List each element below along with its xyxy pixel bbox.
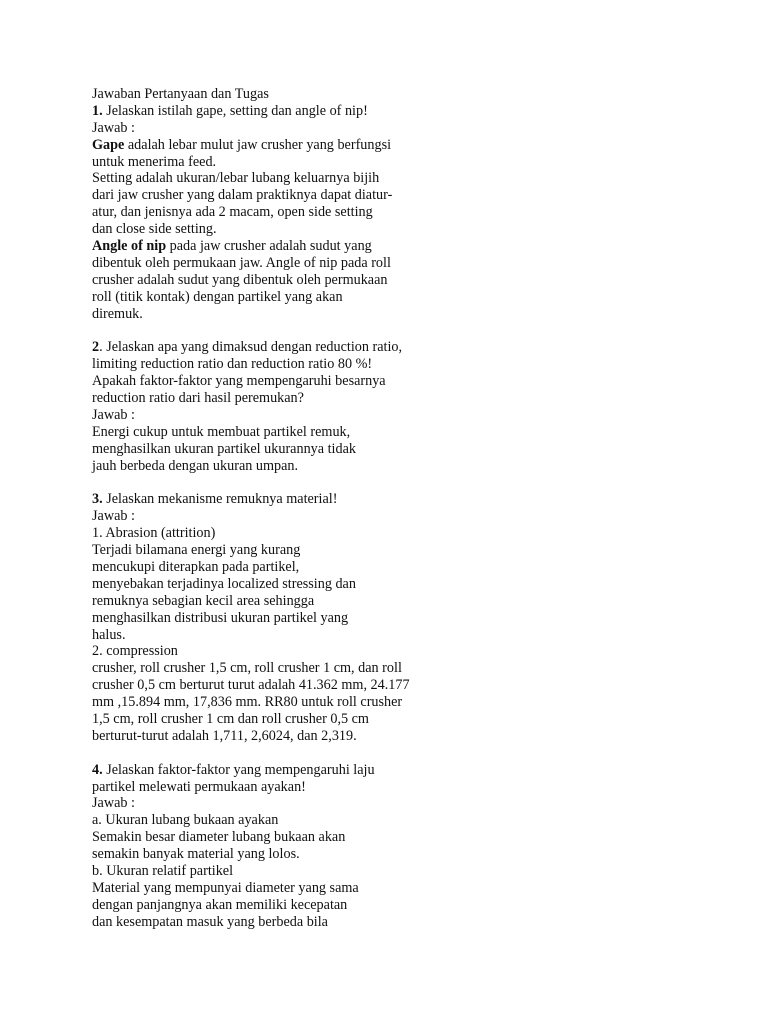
answer-label: Jawab : <box>92 795 135 812</box>
paragraph-line: 1,5 cm, roll crusher 1 cm dan roll crusher 0,5 cm <box>92 710 369 727</box>
question-text: reduction ratio dari hasil peremukan? <box>92 390 304 407</box>
question-2 <box>92 339 732 356</box>
paragraph-line: dan close side setting. <box>92 221 217 238</box>
document-title: Jawaban Pertanyaan dan Tugas <box>92 86 269 102</box>
paragraph-line: Setting adalah ukuran/lebar lubang keluarnya bijih <box>92 170 380 187</box>
question-text: Jelaskan mekanisme remuknya material! <box>102 491 338 508</box>
question-text: partikel melewati permukaan ayakan! <box>92 778 306 795</box>
paragraph-line: 2. compression <box>92 643 178 660</box>
question-text: Jelaskan istilah gape, setting dan angle of nip! <box>102 102 368 119</box>
term-gape: Gape <box>92 136 125 153</box>
question-1 <box>92 103 732 120</box>
paragraph-line: Gape adalah lebar mulut jaw crusher yang berfungsi <box>92 136 392 153</box>
paragraph-line: Energi cukup untuk membuat partikel remuk, <box>92 423 351 440</box>
question-number: 2 <box>92 339 100 356</box>
paragraph-line: diremuk. <box>92 305 143 322</box>
paragraph-line: Angle of nip pada jaw crusher adalah sudut yang <box>92 238 372 255</box>
paragraph-line: semakin banyak material yang lolos. <box>92 846 300 863</box>
paragraph-line: remuknya sebagian kecil area sehingga <box>92 592 315 609</box>
paragraph-line: menghasilkan ukuran partikel ukurannya tidak <box>92 440 356 457</box>
paragraph-line: 1. Abrasion (attrition) <box>92 525 216 542</box>
question-text: . Jelaskan apa yang dimaksud dengan reduction ratio, <box>99 339 403 356</box>
question-text: Apakah faktor-faktor yang mempengaruhi besarnya <box>92 373 386 390</box>
paragraph-line: b. Ukuran relatif partikel <box>92 862 234 879</box>
paragraph-line: menyebakan terjadinya localized stressing dan <box>92 575 356 592</box>
term-angle-of-nip: Angle of nip <box>92 238 167 255</box>
paragraph-line: halus. <box>92 626 126 643</box>
paragraph-line: dengan panjangnya akan memiliki kecepatan <box>92 896 348 913</box>
paragraph-line: dan kesempatan masuk yang berbeda bila <box>92 913 328 930</box>
question-4 <box>92 762 732 779</box>
paragraph-line: crusher adalah sudut yang dibentuk oleh permukaan <box>92 271 388 288</box>
question-number: 1. <box>92 102 103 119</box>
answer-label: Jawab : <box>92 406 135 423</box>
answer-label: Jawab : <box>92 508 135 525</box>
paragraph-line: Material yang mempunyai diameter yang sama <box>92 879 359 896</box>
paragraph-line: dibentuk oleh permukaan jaw. Angle of nip pada roll <box>92 254 391 271</box>
paragraph-line: jauh berbeda dengan ukuran umpan. <box>92 457 299 474</box>
question-text: limiting reduction ratio dan reduction ratio 80 %! <box>92 356 373 373</box>
question-number: 3. <box>92 491 103 508</box>
paragraph-line: berturut-turut adalah 1,711, 2,6024, dan 2,319. <box>92 727 357 744</box>
question-text: Jelaskan faktor-faktor yang mempengaruhi laju <box>102 761 375 778</box>
paragraph-line: untuk menerima feed. <box>92 153 217 170</box>
spacer <box>92 745 732 762</box>
paragraph-line: Terjadi bilamana energi yang kurang <box>92 542 301 559</box>
paragraph-line: dari jaw crusher yang dalam praktiknya dapat diatur- <box>92 187 393 204</box>
paragraph-line: crusher, roll crusher 1,5 cm, roll crusher 1 cm, dan roll <box>92 660 402 677</box>
paragraph-line: atur, dan jenisnya ada 2 macam, open side setting <box>92 204 373 221</box>
paragraph-line: mm ,15.894 mm, 17,836 mm. RR80 untuk roll crusher <box>92 694 403 711</box>
paragraph-line: a. Ukuran lubang bukaan ayakan <box>92 812 279 829</box>
paragraph-line: roll (titik kontak) dengan partikel yang akan <box>92 288 343 305</box>
spacer <box>92 322 732 339</box>
spacer <box>92 474 732 491</box>
question-3 <box>92 491 732 508</box>
document-page <box>92 86 732 931</box>
paragraph-line: Semakin besar diameter lubang bukaan akan <box>92 829 346 846</box>
paragraph-line: crusher 0,5 cm berturut turut adalah 41.362 mm, 24.177 <box>92 677 410 694</box>
question-number: 4. <box>92 761 103 778</box>
paragraph-line: mencukupi diterapkan pada partikel, <box>92 558 300 575</box>
answer-label: Jawab : <box>92 119 135 136</box>
paragraph-line: menghasilkan distribusi ukuran partikel yang <box>92 609 349 626</box>
